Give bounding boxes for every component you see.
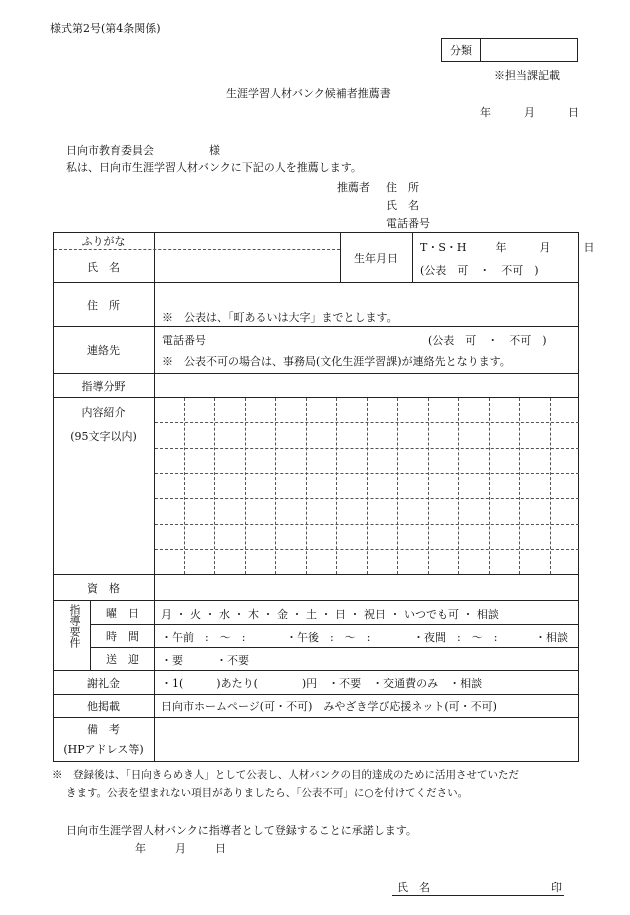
recommender-name: 氏 名 — [386, 199, 419, 212]
transport-options[interactable]: ・要 ・不要 — [161, 654, 249, 667]
other-listing-options[interactable]: 日向市ホームページ(可・不可) みやざき学び応援ネット(可・不可) — [161, 700, 497, 713]
era-options[interactable]: T・S・H — [420, 241, 467, 254]
qualification-label: 資 格 — [87, 581, 120, 595]
recommender-phone: 電話番号 — [386, 217, 430, 230]
furigana-input[interactable] — [156, 233, 339, 249]
birth-year: 年 — [495, 241, 507, 254]
day-options[interactable]: 月 ・ 火 ・ 水 ・ 木 ・ 金 ・ 土 ・ 日 ・ 祝日 ・ いつでも可 ・ 相談 — [161, 608, 499, 621]
time-am[interactable]: ・午前 : ～ : — [161, 631, 246, 644]
intro-text: 私は、日向市生涯学習人材バンクに下記の人を推薦します。 — [66, 161, 362, 174]
consent-day: 日 — [215, 842, 226, 855]
other-listing-label: 他掲載 — [87, 700, 120, 713]
birth-day: 日 — [583, 241, 595, 254]
furigana-label: ふりがな — [81, 235, 126, 248]
time-label: 時 間 — [106, 630, 139, 643]
name-input[interactable] — [156, 251, 339, 282]
addressee-honorific: 様 — [209, 144, 220, 157]
fee-label: 謝礼金 — [87, 676, 120, 690]
date-day: 日 — [568, 106, 579, 119]
fee-options[interactable]: ・1( )あたり( )円 ・不要 ・交通費のみ ・相談 — [161, 677, 483, 690]
birthdate-publish[interactable]: (公表 可 ・ 不可 ) — [420, 264, 539, 277]
addressee-name: 日向市教育委員会 — [66, 144, 154, 157]
consent-text: 日向市生涯学習人材バンクに指導者として登録することに承諾します。 — [66, 824, 417, 837]
phone-label: 電話番号 — [162, 334, 206, 347]
birth-month: 月 — [539, 241, 551, 254]
seal-label: 印 — [551, 881, 562, 894]
signature-line[interactable] — [392, 895, 564, 896]
remarks-sub: (HPアドレス等) — [63, 743, 144, 756]
category-input[interactable] — [480, 38, 578, 62]
phone-publish[interactable]: (公表 可 ・ 不可 ) — [428, 334, 547, 347]
birthdate-value[interactable] — [420, 239, 594, 255]
consent-year: 年 — [135, 842, 146, 855]
requirements-label: 指導要件 — [68, 604, 81, 648]
content-grid[interactable] — [156, 398, 576, 573]
content-limit: (95文字以内) — [70, 430, 137, 443]
recommender-address: 住 所 — [386, 181, 419, 194]
contact-label: 連絡先 — [87, 344, 120, 357]
footnote-line-2: きます。公表を望まれない項目がありましたら、「公表不可」に○を付けてください。 — [66, 787, 469, 799]
time-pm[interactable]: ・午後 : ～ : — [286, 631, 371, 644]
recommender-label: 推薦者 — [337, 181, 370, 194]
transport-label: 送 迎 — [106, 653, 139, 666]
day-label: 曜 日 — [106, 606, 139, 620]
address-note: ※ 公表は、「町あるいは大字」までとします。 — [162, 311, 398, 324]
consent-date — [135, 840, 226, 856]
form-number: 様式第2号(第4条関係) — [50, 22, 161, 35]
contact-note: ※ 公表不可の場合は、事務局(文化生涯学習課)が連絡先となります。 — [162, 355, 511, 368]
field-label: 指導分野 — [81, 379, 126, 393]
date-year: 年 — [480, 106, 491, 119]
time-consult[interactable]: ・相談 — [535, 631, 568, 644]
field-input[interactable] — [156, 375, 576, 396]
qualification-input[interactable] — [156, 576, 576, 599]
footnote-line-1: ※ 登録後は、「日向きらめき人」として公表し、人材バンクの目的達成のために活用させていただ — [52, 769, 520, 781]
address-label: 住 所 — [87, 298, 120, 312]
page-title: 生涯学習人材バンク候補者推薦書 — [226, 87, 391, 100]
date-month: 月 — [524, 106, 535, 119]
date-line — [480, 104, 579, 120]
office-note: ※担当課記載 — [494, 69, 560, 82]
signature-name-label: 氏 名 — [397, 881, 430, 894]
category-label: 分類 — [441, 38, 481, 62]
time-night[interactable]: ・夜間 : ～ : — [413, 631, 498, 644]
birthdate-label: 生年月日 — [354, 251, 398, 265]
consent-month: 月 — [175, 842, 186, 855]
remarks-input[interactable] — [156, 719, 576, 760]
content-label: 内容紹介 — [81, 406, 126, 419]
remarks-label: 備 考 — [87, 723, 120, 736]
name-label: 氏 名 — [87, 260, 120, 274]
